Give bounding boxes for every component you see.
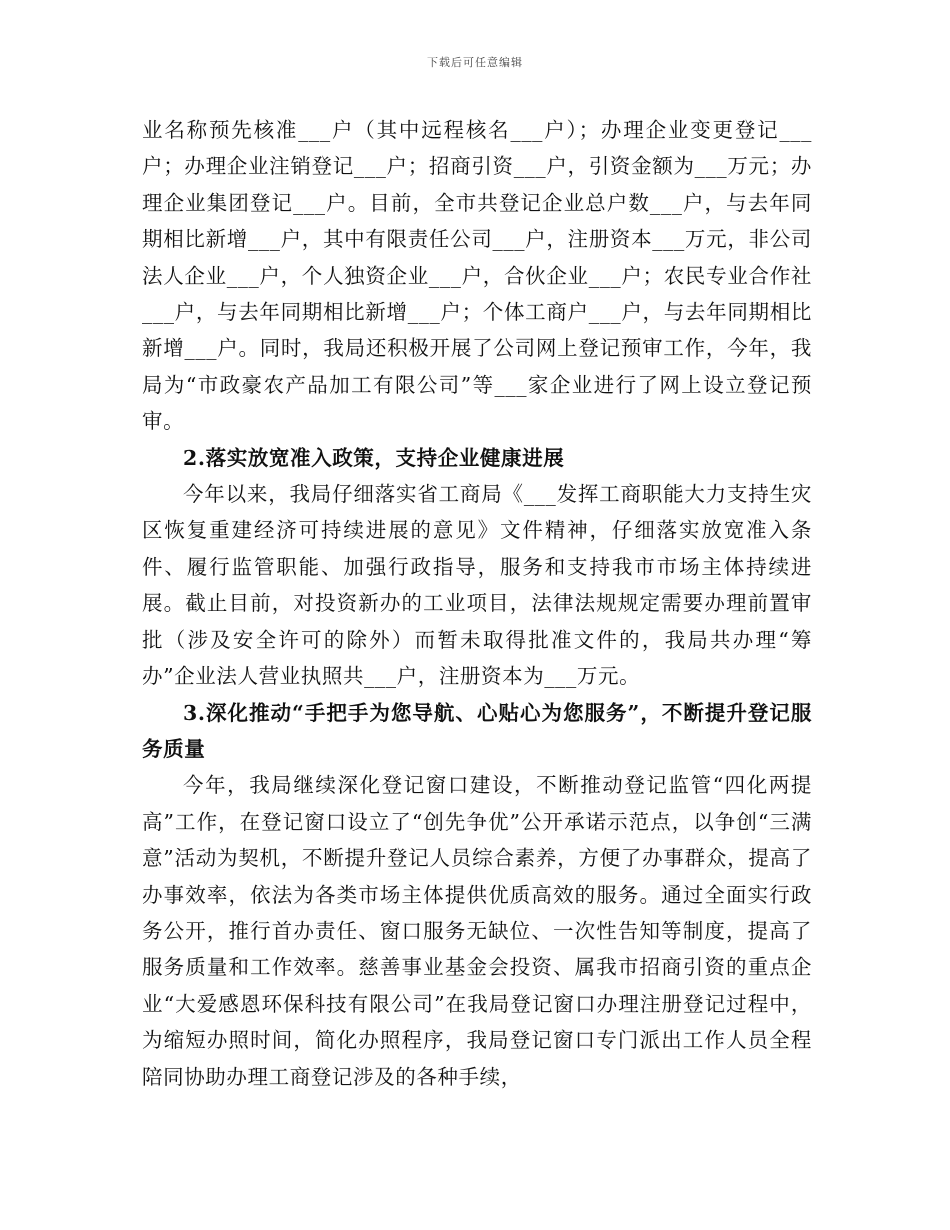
document-body (142, 112, 812, 1095)
paragraph-policy: 今年以来，我局仔细落实省工商局《___发挥工商职能大力支持生灾区恢复重建经济可持续进展的意见》文件精神，仔细落实放宽准入条件、履行监管职能、加强行政指导，服务和支持我市市场主体持续进展。截止目前，对投资新办的工业项目，法律法规规定需要办理前置审批（涉及安全许可的除外）而暂未取得批准文件的，我局共办理“筹办”企业法人营业执照共___户，注册资本为___万元。 (142, 482, 812, 689)
header-note: 下载后可任意编辑 (427, 56, 523, 69)
paragraph-service-quality: 今年，我局继续深化登记窗口建设，不断推动登记监管“四化两提高”工作，在登记窗口设立了“创先争优”公开承诺示范点，以争创“三满意”活动为契机，不断提升登记人员综合素养，方便了办事群众，提高了办事效率，依法为各类市场主体提供优质高效的服务。通过全面实行政务公开，推行首办责任、窗口服务无缺位、一次性告知等制度，提高了服务质量和工作效率。慈善事业基金会投资、属我市招商引资的重点企业“大爱感恩环保科技有限公司”在我局登记窗口办理注册登记过程中，为缩短办照时间，简化办照程序，我局登记窗口专门派出工作人员全程陪同协助办理工商登记涉及的各种手续， (142, 773, 812, 1089)
paragraph-registration-stats: 业名称预先核准___户（其中远程核名___户）；办理企业变更登记___户；办理企业注销登记___户；招商引资___户，引资金额为___万元；办理企业集团登记___户。目前，全市共登记企业总户数___户，与去年同期相比新增___户，其中有限责任公司___户，注册资本___万元，非公司法人企业___户，个人独资企业___户，合伙企业___户；农民专业合作社___户，与去年同期相比新增___户；个体工商户___户，与去年同期相比新增___户。同时，我局还积极开展了公司网上登记预审工作，今年，我局为“市政豪农产品加工有限公司”等___家企业进行了网上设立登记预审。 (142, 118, 812, 434)
section-heading-3: 3.深化推动“手把手为您导航、心贴心为您服务”，不断提升登记服务质量 (142, 700, 812, 761)
section-heading-2: 2.落实放宽准入政策，支持企业健康进展 (183, 445, 565, 470)
